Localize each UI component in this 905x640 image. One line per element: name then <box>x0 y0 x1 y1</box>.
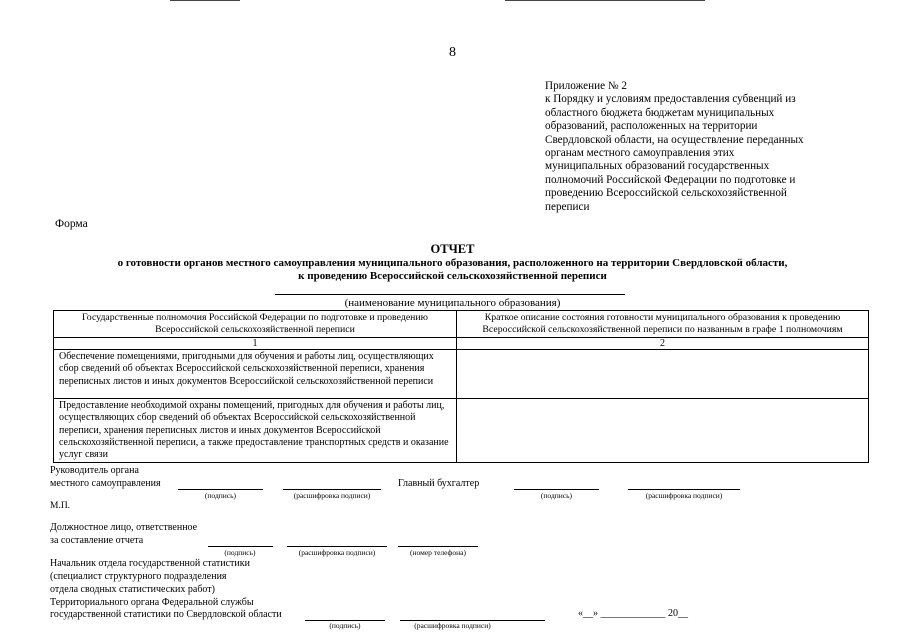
official-label-line2: за составление отчета <box>50 535 144 546</box>
table-row <box>54 399 869 463</box>
head-signature-caption: (подпись) <box>204 491 237 500</box>
column-number: 1 <box>54 338 457 350</box>
accountant-decoding-line[interactable] <box>628 489 740 490</box>
description-cell[interactable] <box>457 399 869 463</box>
stat-label-line5: государственной статистики по Свердловской области <box>50 609 282 620</box>
head-label-line1: Руководитель органа <box>50 465 139 476</box>
official-signature-line[interactable] <box>208 546 273 547</box>
appendix-line: проведению Всероссийской сельскохозяйственной <box>545 187 787 200</box>
column-number: 2 <box>457 338 869 350</box>
official-decoding-line[interactable] <box>287 546 387 547</box>
accountant-decoding-caption: (расшифровка подписи) <box>645 491 723 500</box>
official-decoding-caption: (расшифровка подписи) <box>298 548 376 557</box>
head-signature-line[interactable] <box>178 489 263 490</box>
table-row <box>54 350 869 399</box>
appendix-line: образований, расположенных на территории <box>545 120 758 133</box>
official-label-line1: Должностное лицо, ответственное <box>50 522 198 533</box>
report-subtitle-line2: к проведению Всероссийской сельскохозяйственной переписи <box>298 270 607 282</box>
stat-label-line2: (специалист структурного подразделения <box>50 571 227 582</box>
report-title: ОТЧЕТ <box>430 242 475 256</box>
date-field[interactable]: «__» _____________ 20__ <box>578 608 688 619</box>
appendix-block <box>545 80 835 214</box>
stat-signature-caption: (подпись) <box>329 621 361 630</box>
chief-accountant-label: Главный бухгалтер <box>398 478 480 489</box>
accountant-signature-line[interactable] <box>514 489 599 490</box>
page-number: 8 <box>449 45 456 60</box>
appendix-line: областного бюджета бюджетам муниципальных <box>545 106 775 119</box>
appendix-line: муниципальных образований государственных <box>545 160 770 173</box>
scan-edge-line-left <box>170 0 240 1</box>
official-signature-caption: (подпись) <box>224 548 256 557</box>
description-cell[interactable] <box>457 350 869 399</box>
appendix-line: переписи <box>545 200 590 213</box>
appendix-line: Приложение № 2 <box>545 80 627 92</box>
accountant-signature-caption: (подпись) <box>540 491 573 500</box>
powers-cell: Предоставление необходимой охраны помещений, пригодных для обучения и работы лиц, осуществляющих сбор сведений об объектах Всероссийской сельскохозяйственной переписи, хранения переписных листов и иных документов Всероссийской сельскохозяйственной переписи, а также предоставление транспортных средств и оказание услуг связи <box>54 399 457 463</box>
official-phone-caption: (номер телефона) <box>409 548 467 557</box>
powers-cell: Обеспечение помещениями, пригодными для обучения и работы лиц, осуществляющих сбор сведений об объектах Всероссийской сельскохозяйственной переписи, хранения переписных листов и иных документов Всероссийской сельскохозяйственной переписи <box>54 350 457 399</box>
column-header-powers: Государственные полномочия Российской Федерации по подготовке и проведению Всероссийской сельскохозяйственной переписи <box>54 311 457 338</box>
official-phone-line[interactable] <box>398 546 478 547</box>
column-header-description: Краткое описание состояния готовности муниципального образования к проведению Всероссийской сельскохозяйственной переписи по названным в графе 1 полномочиям <box>457 311 869 338</box>
report-subtitle-line1: о готовности органов местного самоуправления муниципального образования, расположенного на территории Свердловской области, <box>117 257 788 269</box>
head-decoding-caption: (расшифровка подписи) <box>293 491 371 500</box>
appendix-line: полномочий Российской Федерации по подготовке и <box>545 173 796 186</box>
appendix-line: Свердловской области, на осуществление переданных <box>545 133 804 146</box>
scan-edge-line-right <box>505 0 705 1</box>
stat-label-line3: отдела сводных статистических работ) <box>50 584 215 595</box>
stamp-label: М.П. <box>50 501 71 511</box>
appendix-line: к Порядку и условиям предоставления субвенций из <box>545 93 796 106</box>
table-header-row <box>54 311 869 338</box>
stat-decoding-caption: (расшифровка подписи) <box>414 621 491 630</box>
head-label-line2: местного самоуправления <box>50 478 161 489</box>
report-table <box>53 310 869 463</box>
municipality-caption: (наименование муниципального образования) <box>344 297 561 309</box>
municipality-name-line[interactable] <box>275 294 625 295</box>
head-decoding-line[interactable] <box>283 489 381 490</box>
stat-label-line1: Начальник отдела государственной статистики <box>50 558 250 569</box>
form-label: Форма <box>55 218 88 230</box>
appendix-line: органам местного самоуправления этих <box>545 147 735 160</box>
stat-label-line4: Территориального органа Федеральной службы <box>50 597 254 608</box>
column-number-row <box>54 338 869 350</box>
